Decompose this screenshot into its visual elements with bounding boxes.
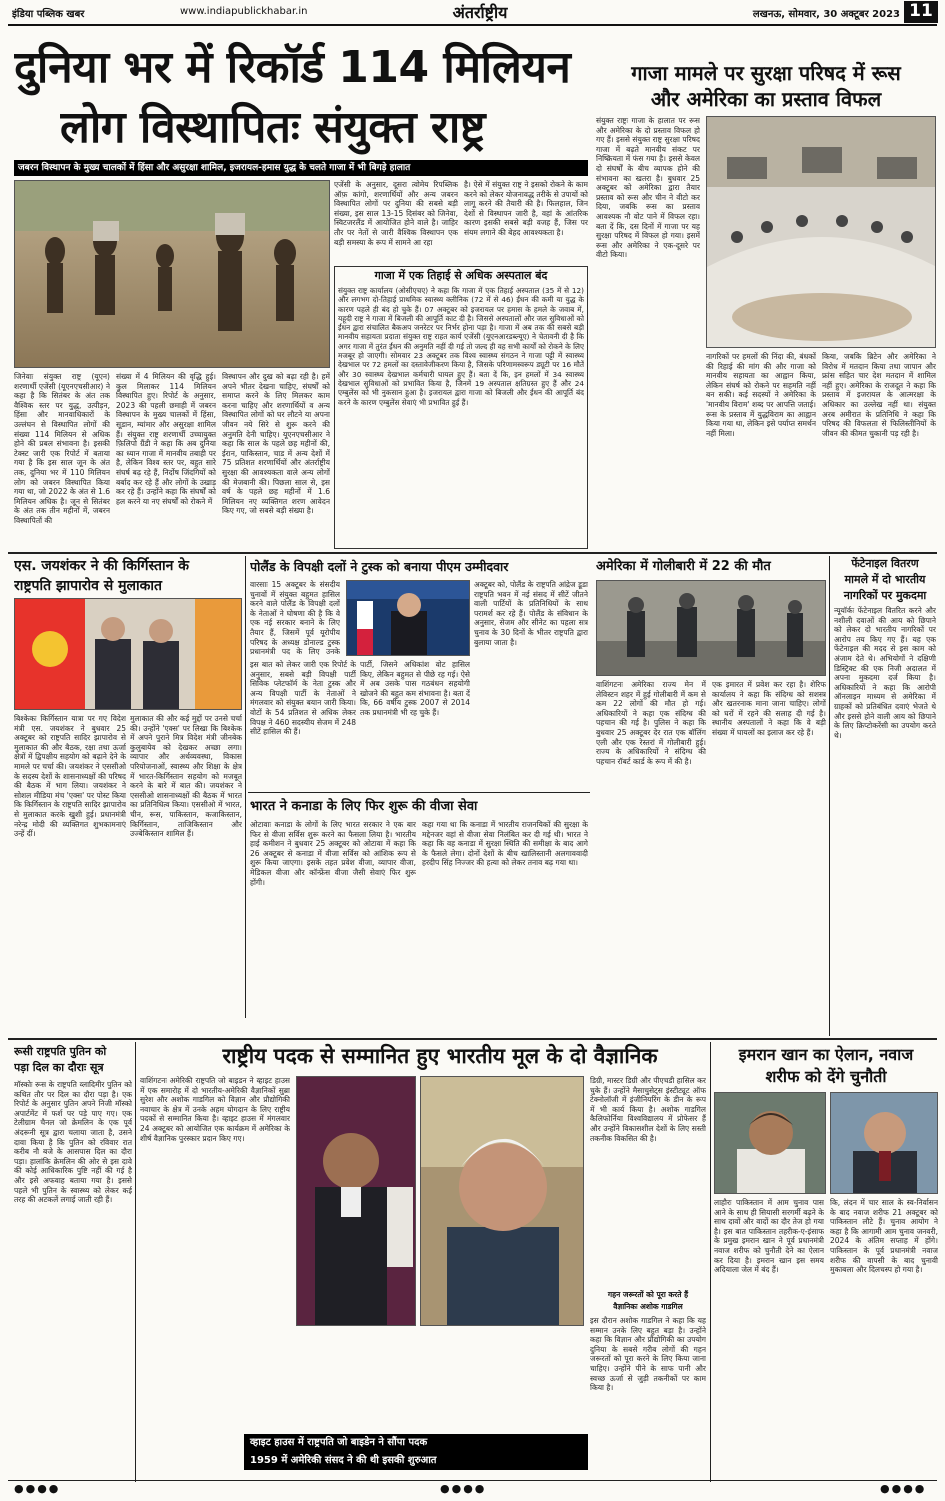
tusk-photo — [346, 580, 470, 656]
gaza-hospital-text: संयुक्त राष्ट्र कार्यालय (ओसीएचए) ने कहा कि गाजा में एक तिहाई अस्पताल (35 में से 12) और लगभग दो-तिहाई प्राथमिक स्वास्थ्य क्लीनिक (72 में से 46) ईंधन की कमी या युद्ध के कारण पहले ही बंद हो चुके हैं। 07 अक्टूबर को इजरायल पर हमास के हमले के जवाब में, यहूदी राष्ट्र ने गाजा में बिजली की आपूर्ति काट दी है। जिससे अस्पतालों और जल सुविधाओं को ईंधन द्वारा संचालित बैकअप जनरेटर पर निर्भर होना पड़ा है। गाजा में अब तक की सबसे बड़ी मानवीय सहायता प्रदाता संयुक्त राष्ट्र राहत कार्य एजेंसी (यूएनआरडब्ल्यूए) ने चेतावनी दी है कि अगर गाजा में तुरंत ईंधन की अनुमति नहीं दी गई तो जल्द ही वह सभी कार्यों को रोकने के लिए मजबूर हो जाएगी। सोमवार 23 अक्टूबर तक विश्व स्वास्थ्य संगठन ने गाजा पट्टी में स्वास्थ्य देखभाल पर 72 हमलों का दस्तावेजीकरण किया है, जिसके परिणामस्वरूप ड्यूटी पर 16 मौतें और 30 स्वास्थ्य देखभाल कर्मचारी घायल हुए हैं। बता दें कि, इन हमलों में 34 स्वास्थ्य देखभाल सुविधाओं को प्रभावित किया है, जिनमें 19 अस्पताल क्षतिग्रस्त हुए हैं और 24 एम्बुलेंस को भी नुकसान हुआ है। इजरायल द्वारा गाजा को बिजली और ईंधन की आपूर्ति बंद करने के कारण एम्बुलेंस सेवाएं भी प्रभावित हुई हैं। — [338, 286, 584, 407]
section-title: अंतर्राष्ट्रीय — [452, 3, 508, 22]
un-headline-line-2: और अमेरिका का प्रस्ताव विफल — [650, 87, 882, 111]
putin-headline-line-1: रूसी राष्ट्रपति पुतिन को — [14, 1045, 107, 1058]
scientists-headline: राष्ट्रीय पदक से सम्मानित हुए भारतीय मूल के दो वैज्ञानिक — [222, 1044, 658, 1068]
divider-vertical-2 — [829, 556, 830, 1036]
imran-khan-photo — [714, 1092, 826, 1194]
shooting-text-col-1: वाशिंगटनः अमेरिका राज्य मेन में लेविस्टन शहर में हुई गोलीबारी में कम से कम 22 लोगों की मौत हो गई। अधिकारियों ने कहा एक संदिग्ध की पहचान की गई है। पुलिस ने कहा कि बुधवार 25 अक्टूबर देर रात एक बॉलिंग एली और एक रेस्तरां में गोलीबारी हुई। राज्य के अधिकारियों ने संदिग्ध की पहचान रॉबर्ट कार्ड के रूप में की है। — [596, 680, 706, 766]
fentanyl-headline-line-3: नागरिकों पर मुकदमा — [843, 589, 927, 602]
putin-headline-line-2: पड़ा दिल का दौराः सूत्र — [14, 1061, 104, 1074]
page-number: 11 — [904, 1, 938, 23]
fentanyl-headline-line-1: फेंटेनाइल वितरण — [851, 557, 919, 570]
poland-text-col-4: अक्टूबर को, पोलैंड के राष्ट्रपति आंद्रेज डूडा राष्ट्रपति भवन में नई संसद में सीटें जीतने वाली पार्टियों के प्रतिनिधियों के साथ परामर्श कर रहे हैं। पोलैंड के संविधान के अनुसार, सेजम और सीनेट का पहला सत्र चुनाव के 30 दिनों के भीतर राष्ट्रपति द्वारा बुलाया जाता है। — [474, 580, 588, 647]
lead-text-col-3: विस्थापन और दुख को बढ़ा रही है। हमें अपने भीतर देखना चाहिए, संघर्षों को समाप्त करने के लिए मिलकर काम करना चाहिए और शरणार्थियों व अन्य विस्थापित लोगों को घर लौटने या अपना जीवन नये सिरे से शुरू करने की अनुमति देनी चाहिए। यूएनएचसीआर ने कहा कि साल के पहले छह महीनों की, ईरान, पाकिस्तान, चाड में अन्य देशों में 75 प्रतिशत शरणार्थियों और अंतर्राष्ट्रीय सुरक्षा की आवश्यकता वाले अन्य लोगों की मेजबानी की। पिछला साल से, इस वर्ष के पहले छह महीनों में 1.6 मिलियन नए व्यक्तिगत शरण आवेदन किए गए, जो सबसे बड़ी संख्या है। — [222, 372, 330, 516]
poland-text-col-1: वारसाः 15 अक्टूबर के संसदीय चुनावों में संयुक्त बहुमत हासिल करने वाले पोलैंड के विपक्षी दलों के नेताओं ने घोषणा की है कि वे एक नई सरकार बनाने के लिए तैयार हैं, जिसमें पूर्व यूरोपीय परिषद के अध्यक्ष डोनाल्ड टुस्क प्रधानमंत्री पद के लिए उनके — [250, 580, 340, 656]
un-text-b: नागरिकों पर हमलों की निंदा की, बंधकों की रिहाई की मांग की और गाजा को मानवीय सहायता का आह्वान किया, लेकिन संघर्ष को रोकने पर सहमति नहीं बन सकी। कई सदस्यों ने अमेरिका के 'मानवीय विराम' शब्द पर आपत्ति जताई। रूस के प्रस्ताव में युद्धविराम का आह्वान किया गया था, लेकिन इसे पर्याप्त समर्थन नहीं मिला। — [706, 352, 816, 438]
imran-text-col-2: कि, लंदन में चार साल के स्व-निर्वासन के बाद नवाज शरीफ 21 अक्टूबर को पाकिस्तान लौटे हैं। चुनाव आयोग ने कहा है कि आगामी आम चुनाव जनवरी, 2024 के अंतिम सप्ताह में होंगे। पाकिस्तान के पूर्व प्रधानमंत्री नवाज शरीफ की वापसी के बाद चुनावी मुकाबला और दिलचस्प हो गया है। — [830, 1198, 938, 1275]
un-text-a: संयुक्त राष्ट्रः गाजा के हालात पर रूस और अमेरिका के दो प्रस्ताव विफल हो गए हैं। इससे संयुक्त राष्ट्र सुरक्षा परिषद गाजा में बढ़ते मानवीय संकट पर निष्क्रियता में फंस गया है। इससे केवल दो संघर्षों के बीच व्यापक होने की संभावना का खतरा है। बुधवार 25 अक्टूबर को अमेरिका द्वारा तैयार प्रस्ताव को रूस और चीन ने वीटो कर दिया, जबकि रूस का प्रस्ताव आवश्यक नौ वोट पाने में विफल रहा। बता दें कि, दस दिनों में गाजा पर यह सुरक्षा परिषद में विफल हो गया। इसमें रूस और अमेरिका ने एक-दूसरे पर वीटो किया। — [596, 116, 700, 260]
fentanyl-text: न्यूयॉर्कः फेंटेनाइल वितरित करने और नशीली दवाओं की आय को छिपाने को लेकर दो भारतीय नागरिकों पर आरोप तय किए गए हैं। यह एक फेंटेनाइल की मदद से इस काम को अंजाम देते थे। अभियोगों ने दक्षिणी डिस्ट्रिक्ट की एक निजी अदालत में अपना मुकदमा दर्ज किया है। अधिकारियों ने कहा कि आरोपी ऑनलाइन माध्यम से अमेरिका में ग्राहकों को प्रतिबंधित दवाएं भेजते थे और इससे होने वाली आय को छिपाने के लिए क्रिप्टोकरेंसी का उपयोग करते थे। — [834, 606, 936, 740]
lead-headline-line-2: लोग विस्थापितः संयुक्त राष्ट्र — [60, 102, 485, 153]
ashok-gadgil-photo — [420, 1076, 584, 1326]
footer-dots-left: ●●●● — [14, 1482, 61, 1495]
footer-rule — [8, 1480, 937, 1481]
divider-vertical-1 — [245, 556, 246, 1018]
dateline: लखनऊ, सोमवार, 30 अक्टूबर 2023 — [752, 9, 900, 20]
imran-text-col-1: लाहौरः पाकिस्तान में आम चुनाव पास आने के साथ ही सियासी सरगर्मी बढ़ने के साथ दावों और वादों का दौर तेज हो गया है। इस बात पाकिस्तान तहरीक-ए-इंसाफ के प्रमुख इमरान खान ने पूर्व प्रधानमंत्री नवाज शरीफ को चुनौती देने का ऐलान कर दिया है। इमरान खान इस समय अदियाला जेल में बंद हैं। — [714, 1198, 824, 1275]
visa-text-col-1: ओटावाः कनाडा के लोगों के लिए भारत सरकार ने एक बार फिर से वीजा सर्विस शुरू करने का फैसला लिया है। भारतीय हाई कमीशन ने बुधवार 25 अक्टूबर को ओटावा में कहा कि 26 अक्टूबर से कनाडा में वीजा सर्विस को आंशिक रूप से शुरू किया जाएगा। इसके तहत प्रवेश वीजा, व्यापार वीजा, मेडिकल वीजा और कॉन्फ्रेंस वीजा जैसी सेवाएं फिर शुरू होंगी। — [250, 820, 416, 887]
un-text-c: किया, जबकि ब्रिटेन और अमेरिका ने विरोध में मतदान किया तथा जापान और फ्रांस सहित चार देश मतदान में शामिल नहीं हुए। अमेरिका के राजदूत ने कहा कि प्रस्ताव में इजरायल के आत्मरक्षा के अधिकार का उल्लेख नहीं था। संयुक्त अरब अमीरात के प्रतिनिधि ने कहा कि परिषद की विफलता से फिलिस्तीनियों के जीवन की कीमत चुकानी पड़ रही है। — [822, 352, 936, 438]
putin-text: मॉस्कोः रूस के राष्ट्रपति व्लादिमीर पुतिन को कथित तौर पर दिल का दौरा पड़ा है। एक रिपोर्ट के अनुसार पुतिन अपने निजी मॉस्को अपार्टमेंट में फर्श पर पड़े पाए गए। एक टेलीग्राम चैनल जो क्रेमलिन के एक पूर्व अंदरूनी सूत्र द्वारा चलाया जाता है, उसने दावा किया है कि पुतिन को रविवार रात करीब नौ बजे के आसपास दिल का दौरा पड़ा। हालांकि क्रेमलिन की ओर से इस दावे की कोई आधिकारिक पुष्टि नहीं की गई है और इसे अफवाह बताया गया है। इससे पहले भी पुतिन के स्वास्थ्य को लेकर कई तरह की अटकलें लगाई जाती रही हैं। — [14, 1080, 132, 1205]
lead-headline-line-1: दुनिया भर में रिकॉर्ड 114 मिलियन — [14, 42, 571, 93]
divider-horizontal-1 — [8, 552, 937, 554]
lead-text-col-5: है। ऐसे में संयुक्त राष्ट्र ने इसको रोकने के काम करने को लेकर योजनावद्ध तरीके से उपायों को लागू करने की तैयारी की है। फिलहाल, जिन देशों से विस्थापन जारी है, वहां के आंतरिक कारण इसकी सबसे बड़ी वजह हैं, जिस पर संयम लगाने की बेहद आवश्यकता है। — [464, 180, 588, 237]
lead-text-col-2: संख्या में 4 मिलियन की वृद्धि हुई। कुल मिलाकर 114 मिलियन विस्थापित हुए। रिपोर्ट के अनुसार, 2023 की पहली छमाही में जबरन विस्थापन के मुख्य चालकों में हिंसा, सूडान, म्यांमार और असुरक्षा शामिल हैं। संयुक्त राष्ट्र शरणार्थी उच्चायुक्त फ़िलिपो ग्रैंडी ने कहा कि अब दुनिया का ध्यान गाजा में मानवीय तबाही पर है, लेकिन विश्व स्तर पर, बहुत सारे संघर्ष बढ़ रहे हैं, निर्दोष जिंदगियों को बर्बाद कर रहे हैं और लोगों के उखाड़ कर रहे हैं। उन्होंने कहा कि संघर्षों को हल करने या नए संघर्षों को रोकने में — [116, 372, 216, 506]
shooting-headline: अमेरिका में गोलीबारी में 22 की मौत — [596, 559, 771, 574]
shooting-photo — [596, 580, 826, 676]
imran-headline-line-2: शरीफ को देंगे चुनौती — [765, 1067, 887, 1086]
refugee-photo — [14, 180, 330, 368]
lead-text-col-4: एजेंसी के अनुसार, दूसरा त्वोमेय रिपब्लिक ऑफ़ कांगो, शरणार्थियों और अन्य जबरन विस्थापित लोगों पर दुनिया की सबसे बड़ी संख्या, इस साल 13-15 दिसंबर को जिनेवा, स्विटजरलैंड में आयोजित होने वाले है। जाहिर तौर पर नेतों से जारी वैश्विक विस्थापन एक बड़ी समस्या के रूप में सामने आ रहा — [334, 180, 458, 247]
poland-text-col-2: इस बात को लेकर जारी एक रिपोर्ट के अनुसार, सबसे बड़ी विपक्षी पार्टी सिविक प्लेटफॉर्म के नेता टुस्क और अन्य विपक्षी पार्टी के नेताओं ने मंगलवार को संयुक्त बयान जारी किया। वोटों के 54 प्रतिशत से अधिक लेकर विपक्ष ने 460 सदस्यीय सेजम में 248 सीटें हासिल की हैं। — [250, 660, 356, 737]
subra-suresh-photo — [296, 1076, 416, 1326]
gadgil-subhead-1: गहन जरूरतों को पूरा करते हैं — [607, 1290, 689, 1299]
poland-headline: पोलैंड के विपक्षी दलों ने टुस्क को बनाया पीएम उम्मीदवार — [250, 559, 509, 574]
visa-text-col-2: कहा गया था कि कनाडा में भारतीय राजनयिकों की सुरक्षा के मद्देनजर वहां से वीजा सेवा निलंबित कर दी गई थी। भारत ने कहा कि वह कनाडा में सुरक्षा स्थिति की समीक्षा के बाद आगे के फैसले लेगा। दोनों देशों के बीच खालिस्तानी अलगाववादी हरदीप सिंह निज्जर की हत्या को लेकर तनाव बढ़ गया था। — [422, 820, 588, 868]
masthead-bar — [8, 24, 937, 26]
site-url[interactable]: www.indiapublickhabar.in — [180, 6, 308, 17]
gaza-hospital-headline: गाजा में एक तिहाई से अधिक अस्पताल बंद — [374, 269, 548, 282]
lead-strap: जबरन विस्थापन के मुख्य चालकों में हिंसा और असुरक्षा शामिल, इजरायल-हमास युद्ध के चलते गाजा में भी बिगड़े हालात — [14, 160, 588, 176]
kyrgyz-text-col-1: बिश्केकः किर्गिस्तान यात्रा पर गए विदेश मंत्री एस. जयशंकर ने बुधवार 25 अक्टूबर को राष्ट्रपति सादिर झापारोव से मुलाकात की और बैठक, रक्षा तथा ऊर्जा क्षेत्रों में द्विपक्षीय सहयोग को बढ़ाने देने के मामले पर चर्चा की। जयशंकर ने एससीओ के सदस्य देशों के शासनाध्यक्षों की परिषद की बैठक में भाग लिया। जयशंकर ने सोशल मीडिया मंच 'एक्स' पर पोस्ट किया कि किर्गिस्तान के राष्ट्रपति सादिर झापारोव से मुलाकात करके खुशी हुई। प्रधानमंत्री नरेन्द्र मोदी की व्यक्तिगत शुभकामनाएं उन्हें दीं। — [14, 714, 126, 839]
visa-headline: भारत ने कनाडा के लिए फिर शुरू की वीजा सेवा — [250, 799, 478, 814]
lead-text-col-1: जिनेवाः संयुक्त राष्ट्र (यूएन) शरणार्थी एजेंसी (यूएनएचसीआर) ने कहा है कि सितंबर के अंत तक वैश्विक स्तर पर युद्ध, उत्पीड़न, हिंसा और मानवाधिकारों के उल्लंघन से विस्थापित लोगों की संख्या 114 मिलियन से अधिक होने की प्रबल संभावना है। इसकी टेक्स्ट जारी एक रिपोर्ट में बताया गया है कि इस साल जून के अंत तक, दुनिया भर में 110 मिलियन लोग को जबरन विस्थापित किया गया था, जो 2022 के अंत से 1.6 मिलियन अधिक है। जून से सितंबर के अंत तक तीन महीनों में, जबरन विस्थापितों की — [14, 372, 110, 525]
un-headline-line-1: गाजा मामले पर सुरक्षा परिषद में रूस — [631, 61, 901, 85]
footer-dots-center: ●●●● — [440, 1482, 487, 1495]
kyrgyz-text-col-2: मुलाकात की और कई मुद्दों पर उनसे चर्चा की। उन्होंने 'एक्स' पर लिखा कि बिश्केक में अपने पुराने मित्र विदेश मंत्री जीनबेक कुलुबायेव को देखकर अच्छा लगा। व्यापार और अर्थव्यवस्था, विकास परियोजनाओं, स्वास्थ्य और शिक्षा के क्षेत्र में भारत-किर्गिस्तान सहयोग को मजबूत करने के बारे में बात की। जयशंकर ने एससीओ शासनाध्यक्षों की बैठक में भारत का प्रतिनिधित्व किया। एससीओ में भारत, चीन, रूस, पाकिस्तान, कजाकिस्तान, किर्गिस्तान, ताजिकिस्तान और उज्बेकिस्तान शामिल हैं। — [130, 714, 242, 839]
footer-dots-right: ●●●● — [880, 1482, 927, 1495]
gadgil-subhead-2: वैज्ञानिकः अशोक गाडगिल — [613, 1302, 683, 1311]
brand-name: इंडिया पब्लिक खबर — [12, 9, 85, 20]
scientists-text-col-2: डिग्री, मास्टर डिग्री और पीएचडी हासिल कर चुके हैं। उन्होंने मैसाचुसेट्स इंस्टीट्यूट ऑफ टेक्नोलॉजी में इंजीनियरिंग के डीन के रूप में भी कार्य किया है। अशोक गाडगिल कैलिफोर्निया विश्वविद्यालय में प्रोफेसर हैं और उन्होंने विकासशील देशों के लिए सस्ती तकनीक विकसित की है। — [590, 1076, 706, 1143]
jaishankar-meeting-photo — [14, 598, 242, 710]
divider-vertical-4 — [710, 1042, 711, 1482]
kyrgyz-headline-line-2: राष्ट्रपति झापारोव से मुलाकात — [14, 578, 162, 594]
security-council-photo — [706, 116, 936, 348]
nawaz-sharif-photo — [830, 1092, 938, 1194]
kyrgyz-headline-line-1: एस. जयशंकर ने की किर्गिस्तान के — [14, 558, 190, 574]
fentanyl-headline-line-2: मामले में दो भारतीय — [844, 573, 926, 586]
poland-text-col-3: पार्टी, जिसने अधिकांश वोट हासिल किए, लेकिन बहुमत से पीछे रह गई। ऐसे में अब उसके पास गठबंधन सहयोगी खोजने की बहुत कम संभावना है। बता दें कि, 66 वर्षीय टुस्क 2007 से 2014 तक प्रधानमंत्री भी रह चुके हैं। — [360, 660, 470, 717]
imran-headline-line-1: इमरान खान का ऐलान, नवाज — [738, 1045, 914, 1064]
divider-vertical-3 — [135, 1042, 136, 1482]
scientists-caption-1: व्हाइट हाउस में राष्ट्रपति जो बाइडेन ने सौंपा पदक — [244, 1434, 588, 1452]
scientists-text-col-1: वाशिंगटनः अमेरिकी राष्ट्रपति जो बाइडन ने व्हाइट हाउस में एक समारोह में दो भारतीय-अमेरिकी वैज्ञानिकों सुब्रा सुरेश और अशोक गाडगिल को विज्ञान और प्रौद्योगिकी नवाचार के क्षेत्र में उनके अहम योगदान के लिए राष्ट्रीय पदकों से सम्मानित किया है। व्हाइट हाउस में मंगलवार 24 अक्टूबर को आयोजित एक कार्यक्रम में अमेरिका के शीर्ष वैज्ञानिक पुरस्कार प्रदान किए गए। — [140, 1076, 290, 1143]
scientists-caption-2: 1959 में अमेरिकी संसद ने की थी इसकी शुरुआत — [244, 1452, 588, 1470]
divider-horizontal-2 — [248, 792, 590, 793]
shooting-text-col-2: एक इमारत में प्रवेश कर रहा है। शेरिफ कार्यालय ने कहा कि संदिग्ध को सशस्त्र और खतरनाक माना जाना चाहिए। लोगों को घरों में रहने की सलाह दी गई है। स्थानीय अस्पतालों ने कहा कि वे बड़ी संख्या में घायलों का इलाज कर रहे हैं। — [712, 680, 826, 737]
scientists-text-col-3: इस दौरान अशोक गाडगिल ने कहा कि यह सम्मान उनके लिए बहुत बड़ा है। उन्होंने कहा कि विज्ञान और प्रौद्योगिकी का उपयोग दुनिया के सबसे गरीब लोगों की गहन जरूरतों को पूरा करने के लिए किया जाना चाहिए। उन्होंने पीने के साफ पानी और स्वच्छ ऊर्जा से जुड़ी तकनीकों पर काम किया है। — [590, 1316, 706, 1393]
